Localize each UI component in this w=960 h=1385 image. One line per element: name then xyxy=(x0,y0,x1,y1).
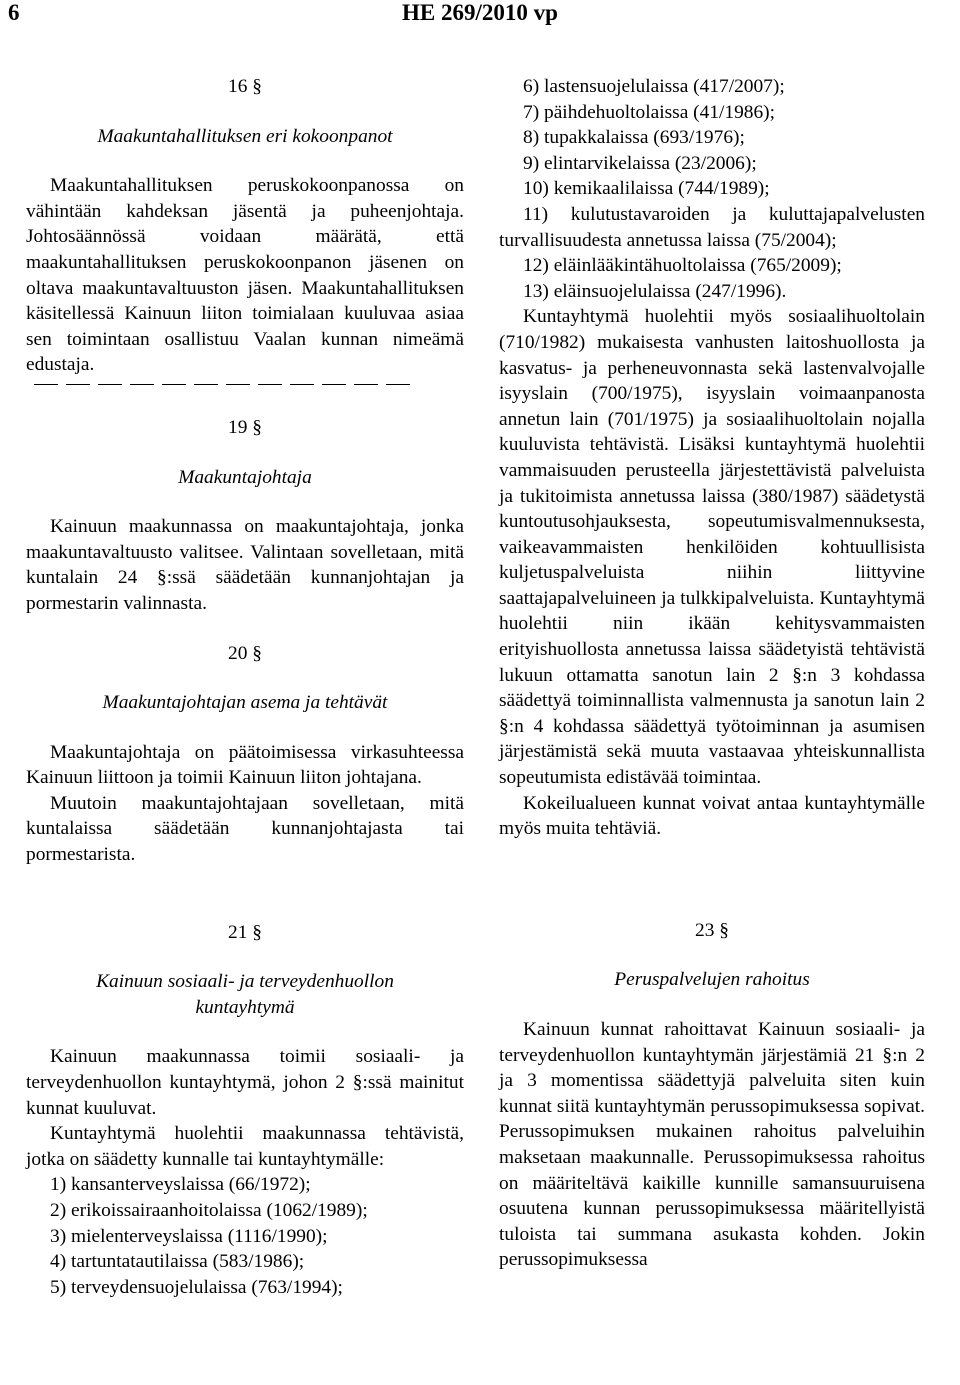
list-item: 9) elintarvikelaissa (23/2006); xyxy=(523,152,757,174)
omission-dashes xyxy=(34,384,464,385)
section-19-paragraph: Kainuun maakunnassa on maakuntajohtaja, jonka maakuntavaltuusto valitsee. Valintaan sovelletaan, mitä kuntalain 24 §:ssä säädetään kunnanjohtajan ja pormestarin valinnasta. xyxy=(26,516,464,614)
section-number-19: 19 § xyxy=(228,416,262,438)
section-title-20: Maakuntajohtajan asema ja tehtävät xyxy=(102,692,388,714)
section-number-21: 21 § xyxy=(228,921,262,943)
right-column xyxy=(499,74,925,1273)
list-item: 7) päihdehuoltolaissa (41/1986); xyxy=(523,101,776,123)
section-number-20: 20 § xyxy=(228,642,262,664)
section-title-16: Maakuntahallituksen eri kokoonpanot xyxy=(97,125,393,147)
section-title-19: Maakuntajohtaja xyxy=(178,466,312,488)
list-item: 4) tartuntatautilaissa (583/1986); xyxy=(50,1251,305,1273)
list-item: 6) lastensuojelulaissa (417/2007); xyxy=(523,76,785,97)
section-title-23: Peruspalvelujen rahoitus xyxy=(614,969,810,991)
section-21-paragraph-1: Kainuun maakunnassa toimii sosiaali- ja terveydenhuollon kuntayhtymä, johon 2 §:ssä mainitut kunnat kuuluvat. xyxy=(26,1046,464,1119)
section-20-paragraph-2: Muutoin maakuntajohtajaan sovelletaan, mitä kuntalaissa säädetään kunnanjohtajasta tai pormestarista. xyxy=(26,792,464,866)
section-number-16: 16 § xyxy=(228,76,262,97)
section-16-paragraph: Maakuntahallituksen peruskokoonpanossa on vähintään kahdeksan jäsentä ja puheenjohtaja. Johtosäännössä voidaan määrätä, että maakuntahallituksen peruskokoonpanon jäsenen on oltava maakuntavaltuuston jäsen. Maakuntahallituksen käsitellessä Kainuun liiton toimialaan kuuluvaa asiaa sen toimintaan osallistuu Vaalan kunnan nimeämä edustaja. xyxy=(26,175,464,376)
left-column xyxy=(26,74,464,1300)
list-item: 1) kansanterveyslaissa (66/1972); xyxy=(50,1174,311,1196)
page-number: 6 xyxy=(8,0,20,25)
section-number-23: 23 § xyxy=(695,919,729,941)
list-item: 11) kulutustavaroiden ja kuluttajapalvelusten turvallisuudesta annetussa laissa (75/2004); xyxy=(499,203,925,251)
list-item: 10) kemikaalilaissa (744/1989); xyxy=(523,178,770,200)
section-20-paragraph-1: Maakuntajohtaja on päätoimisessa virkasuhteessa Kainuun liittoon ja toimii Kainuun liiton johtajana. xyxy=(26,741,464,789)
document-title: HE 269/2010 vp xyxy=(402,0,558,25)
list-item: 13) eläinsuojelulaissa (247/1996). xyxy=(523,280,787,302)
section-21-paragraph-4: Kokeilualueen kunnat voivat antaa kuntayhtymälle myös muita tehtäviä. xyxy=(499,792,925,840)
section-21-paragraph-3: Kuntayhtymä huolehtii myös sosiaalihuoltolain (710/1982) mukaisesta vanhusten laitoshuollosta ja kasvatus- ja perheneuvonnasta sekä lastenvalvojalle isyyslain (700/1975), isyyslain voimaanpanosta annetun lain (701/1975) ja sosiaalihuoltolain nojalla kuuluvista tehtävistä. Lisäksi kuntayhtymä huolehtii vammaisuuden perusteella järjestettävistä palveluista ja tukitoimista annetussa laissa (380/1987) säädetystä kuntoutusohjauksesta, sopeutumisvalmennuksesta, vaikeavammaisten henkilöiden kohtuullisista kuljetuspalveluista niihin liittyvine saattajapalveluineen ja tulkkipalveluista. Kuntayhtymä huolehtii niin ikään kehitysvammaisten erityishuollosta annetussa laissa säädetyistä tehtävistä lukuun ottamatta sanotun lain 2 §:n 3 kohdassa säädettyä toiminnallista valmennusta ja sanotun lain 2 §:n 4 kohdassa säädettyä työtoiminnan ja asumisen järjestämistä sekä muuta vastaavaa yhteiskunnallista sopeutumista edistävää toimintaa. xyxy=(499,306,925,789)
list-item: 3) mielenterveyslaissa (1116/1990); xyxy=(50,1225,328,1247)
list-item: 8) tupakkalaissa (693/1976); xyxy=(523,127,745,149)
list-item: 2) erikoissairaanhoitolaissa (1062/1989); xyxy=(50,1200,368,1221)
section-23-paragraph: Kainuun kunnat rahoittavat Kainuun sosiaali- ja terveydenhuollon kuntayhtymän järjestämiä 21 §:n 2 ja 3 momentissa säädettyjä palveluita siten kuin kunnat siitä kuntayhtymän perussopimuksessa sopivat. Perussopimuksen mukainen rahoitus palveluihin maksetaan maakunnalle. Perussopimuksessa rahoitus on määriteltävä kaikille kunnille samansuuruisena osuutena kunnan perussopimuksessa määritellyistä tuloista tai summana asukasta kohden. Jokin perussopimuksessa xyxy=(499,1019,925,1271)
section-21-paragraph-2: Kuntayhtymä huolehtii maakunnassa tehtävistä, jotka on säädetty kunnalle tai kuntayhtymälle: xyxy=(26,1123,464,1170)
list-item: 12) eläinlääkintähuoltolaissa (765/2009); xyxy=(523,255,842,277)
list-item: 5) terveydensuojelulaissa (763/1994); xyxy=(50,1276,343,1298)
section-title-21: Kainuun sosiaali- ja terveydenhuollon kuntayhtymä xyxy=(96,971,394,1018)
